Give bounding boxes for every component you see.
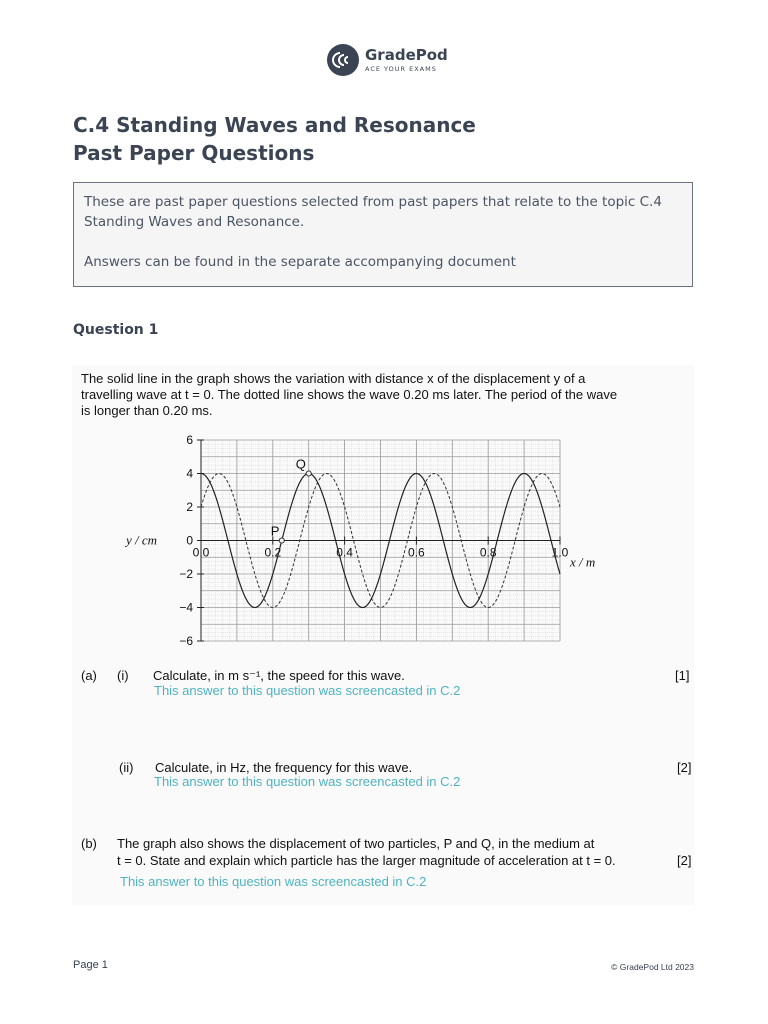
part-ai-label: (i) <box>117 668 129 683</box>
part-ai-text: Calculate, in m s⁻¹, the speed for this wave. <box>153 668 405 683</box>
point-label-q: Q <box>295 456 306 472</box>
y-tick-label: 6 <box>186 433 193 447</box>
intro-answers-note: Answers can be found in the separate accompanying document <box>84 254 516 270</box>
x-tick-label: 0.0 <box>192 545 210 560</box>
y-tick-label: −2 <box>179 567 193 581</box>
part-b-label: (b) <box>81 836 97 851</box>
brand-logo <box>327 44 448 76</box>
question-heading: Question 1 <box>73 322 159 338</box>
part-b-line-1: The graph also shows the displacement of two particles, P and Q, in the medium at <box>117 836 595 851</box>
x-tick-label: 0.2 <box>264 545 282 560</box>
y-axis-label: y / cm <box>126 532 158 548</box>
page-number: Page 1 <box>73 959 108 971</box>
intro-text: These are past paper questions selected from past papers that relate to the topic C.4 Standing Waves and Resonance. <box>84 194 662 230</box>
x-tick-label: 0.4 <box>336 545 353 560</box>
question-stem <box>81 371 681 419</box>
stem-line-2: travelling wave at t = 0. The dotted line shows the wave 0.20 ms later. The period of the wave <box>81 387 618 402</box>
y-tick-label: −6 <box>179 634 193 648</box>
y-tick-label: 0 <box>186 533 193 548</box>
stem-line-1: The solid line in the graph shows the variation with distance x of the displacement y of a <box>81 371 586 386</box>
answer-note-ai: This answer to this question was screencasted in C.2 <box>154 683 461 698</box>
point-q <box>306 471 311 476</box>
part-aii-marks: [2] <box>677 760 692 775</box>
x-axis-label: x / m <box>570 554 596 570</box>
x-tick-label: 0.8 <box>479 545 497 560</box>
x-tick-label: 0.6 <box>408 545 425 560</box>
page-title <box>73 111 476 167</box>
part-aii-text: Calculate, in Hz, the frequency for this wave. <box>155 760 413 775</box>
answer-note-b: This answer to this question was screencasted in C.2 <box>120 874 427 889</box>
point-p <box>279 538 284 543</box>
brand-name: GradePod <box>365 45 448 64</box>
intro-box <box>73 182 693 287</box>
x-tick-label: 1.0 <box>551 545 569 560</box>
part-ai-marks: [1] <box>675 668 690 683</box>
part-a-label: (a) <box>81 668 97 683</box>
answer-note-aii: This answer to this question was screencasted in C.2 <box>154 774 461 789</box>
stem-line-3: is longer than 0.20 ms. <box>81 403 213 418</box>
y-tick-label: 2 <box>186 500 193 514</box>
y-tick-label: −4 <box>179 600 193 615</box>
part-b-marks: [2] <box>677 853 692 868</box>
gradepod-logo-icon <box>327 44 359 76</box>
part-b-line-2: t = 0. State and explain which particle has the larger magnitude of acceleration at t = 0. <box>117 853 616 868</box>
title-line-1: C.4 Standing Waves and Resonance <box>73 113 476 137</box>
wave-graph <box>115 430 615 650</box>
copyright: © GradePod Ltd 2023 <box>611 962 694 972</box>
y-tick-label: 4 <box>186 466 193 481</box>
brand-tagline: ACE YOUR EXAMS <box>365 64 437 73</box>
title-line-2: Past Paper Questions <box>73 141 315 165</box>
point-label-p: P <box>270 523 280 539</box>
part-aii-label: (ii) <box>119 760 134 775</box>
